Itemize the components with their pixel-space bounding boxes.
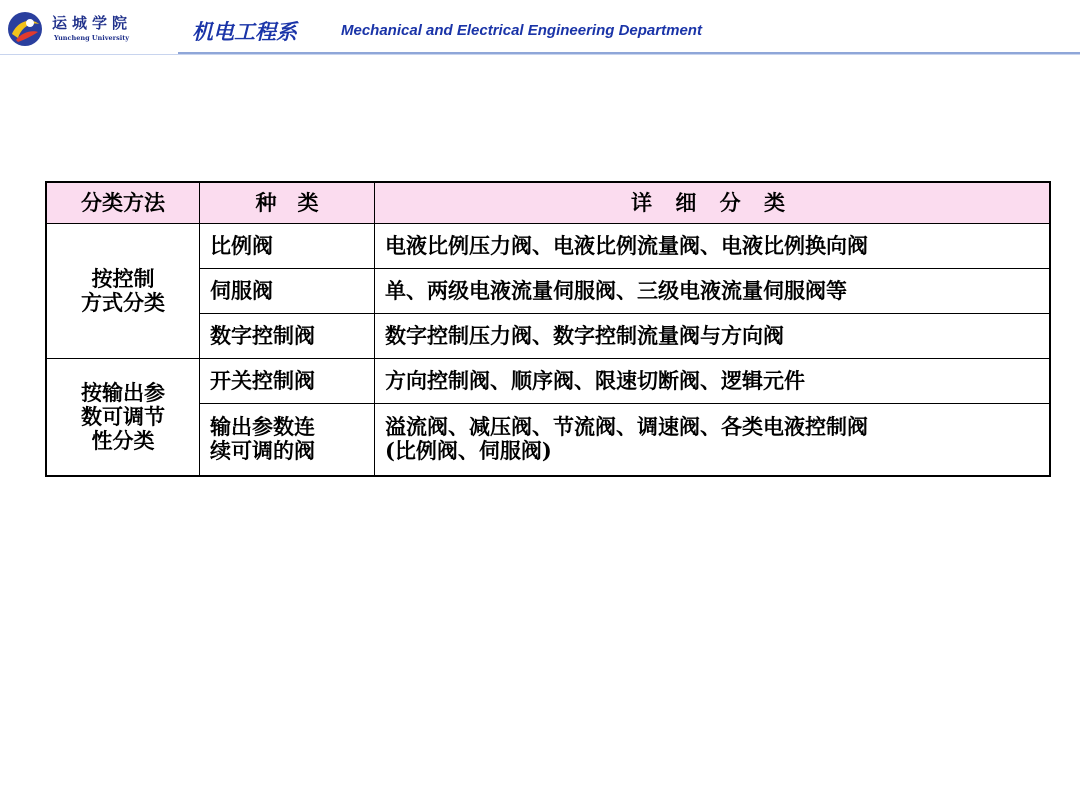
- department-title-en: Mechanical and Electrical Engineering Department: [341, 22, 702, 39]
- detail-line: (比例阀、伺服阀): [385, 438, 552, 464]
- header-type: 种 类: [200, 182, 375, 224]
- kind-cell: [200, 314, 375, 359]
- kind-line: 续可调的阀: [210, 438, 315, 464]
- detail-line: 电液比例压力阀、电液比例流量阀、电液比例换向阀: [385, 233, 868, 258]
- category-cell: [46, 359, 200, 476]
- kind-line: 输出参数连: [210, 414, 315, 440]
- category-line: 按控制: [91, 266, 155, 291]
- detail-cell: [375, 224, 1051, 269]
- detail-line: 单、两级电液流量伺服阀、三级电液流量伺服阀等: [385, 278, 847, 303]
- department-title-cn: 机电工程系: [192, 20, 297, 44]
- header-detailed-classification: 详 细 分 类: [375, 182, 1051, 224]
- category-line: 性分类: [91, 427, 155, 453]
- kind-cell: [200, 359, 375, 404]
- kind-line: 比例阀: [210, 233, 273, 258]
- university-emblem-icon: [6, 10, 44, 48]
- kind-cell: [200, 224, 375, 269]
- kind-line: 开关控制阀: [210, 368, 315, 393]
- table-row: [46, 359, 1050, 404]
- header-divider-light: [0, 54, 1080, 55]
- detail-cell: [375, 269, 1051, 314]
- university-name: 运城学院: [52, 14, 133, 32]
- kind-line: 数字控制阀: [210, 323, 315, 348]
- detail-cell: [375, 404, 1051, 476]
- kind-cell: [200, 269, 375, 314]
- valve-classification-table: [45, 181, 1051, 477]
- category-cell: [46, 224, 200, 359]
- university-logo: [4, 10, 174, 52]
- category-line: 数可调节: [81, 403, 165, 429]
- university-name-en: Yuncheng University: [54, 34, 129, 42]
- table-row: [46, 224, 1050, 269]
- detail-line: 方向控制阀、顺序阀、限速切断阀、逻辑元件: [385, 368, 805, 393]
- kind-line: 伺服阀: [210, 278, 273, 303]
- category-line: 方式分类: [81, 290, 165, 315]
- table-header-row: [46, 182, 1050, 224]
- detail-line: 溢流阀、减压阀、节流阀、调速阀、各类电液控制阀: [385, 414, 868, 440]
- category-line: 按输出参: [81, 379, 165, 405]
- detail-cell: [375, 314, 1051, 359]
- detail-cell: [375, 359, 1051, 404]
- detail-line: 数字控制压力阀、数字控制流量阀与方向阀: [385, 323, 784, 348]
- slide-header: [0, 0, 1080, 62]
- header-classification-method: 分类方法: [46, 182, 200, 224]
- kind-cell: [200, 404, 375, 476]
